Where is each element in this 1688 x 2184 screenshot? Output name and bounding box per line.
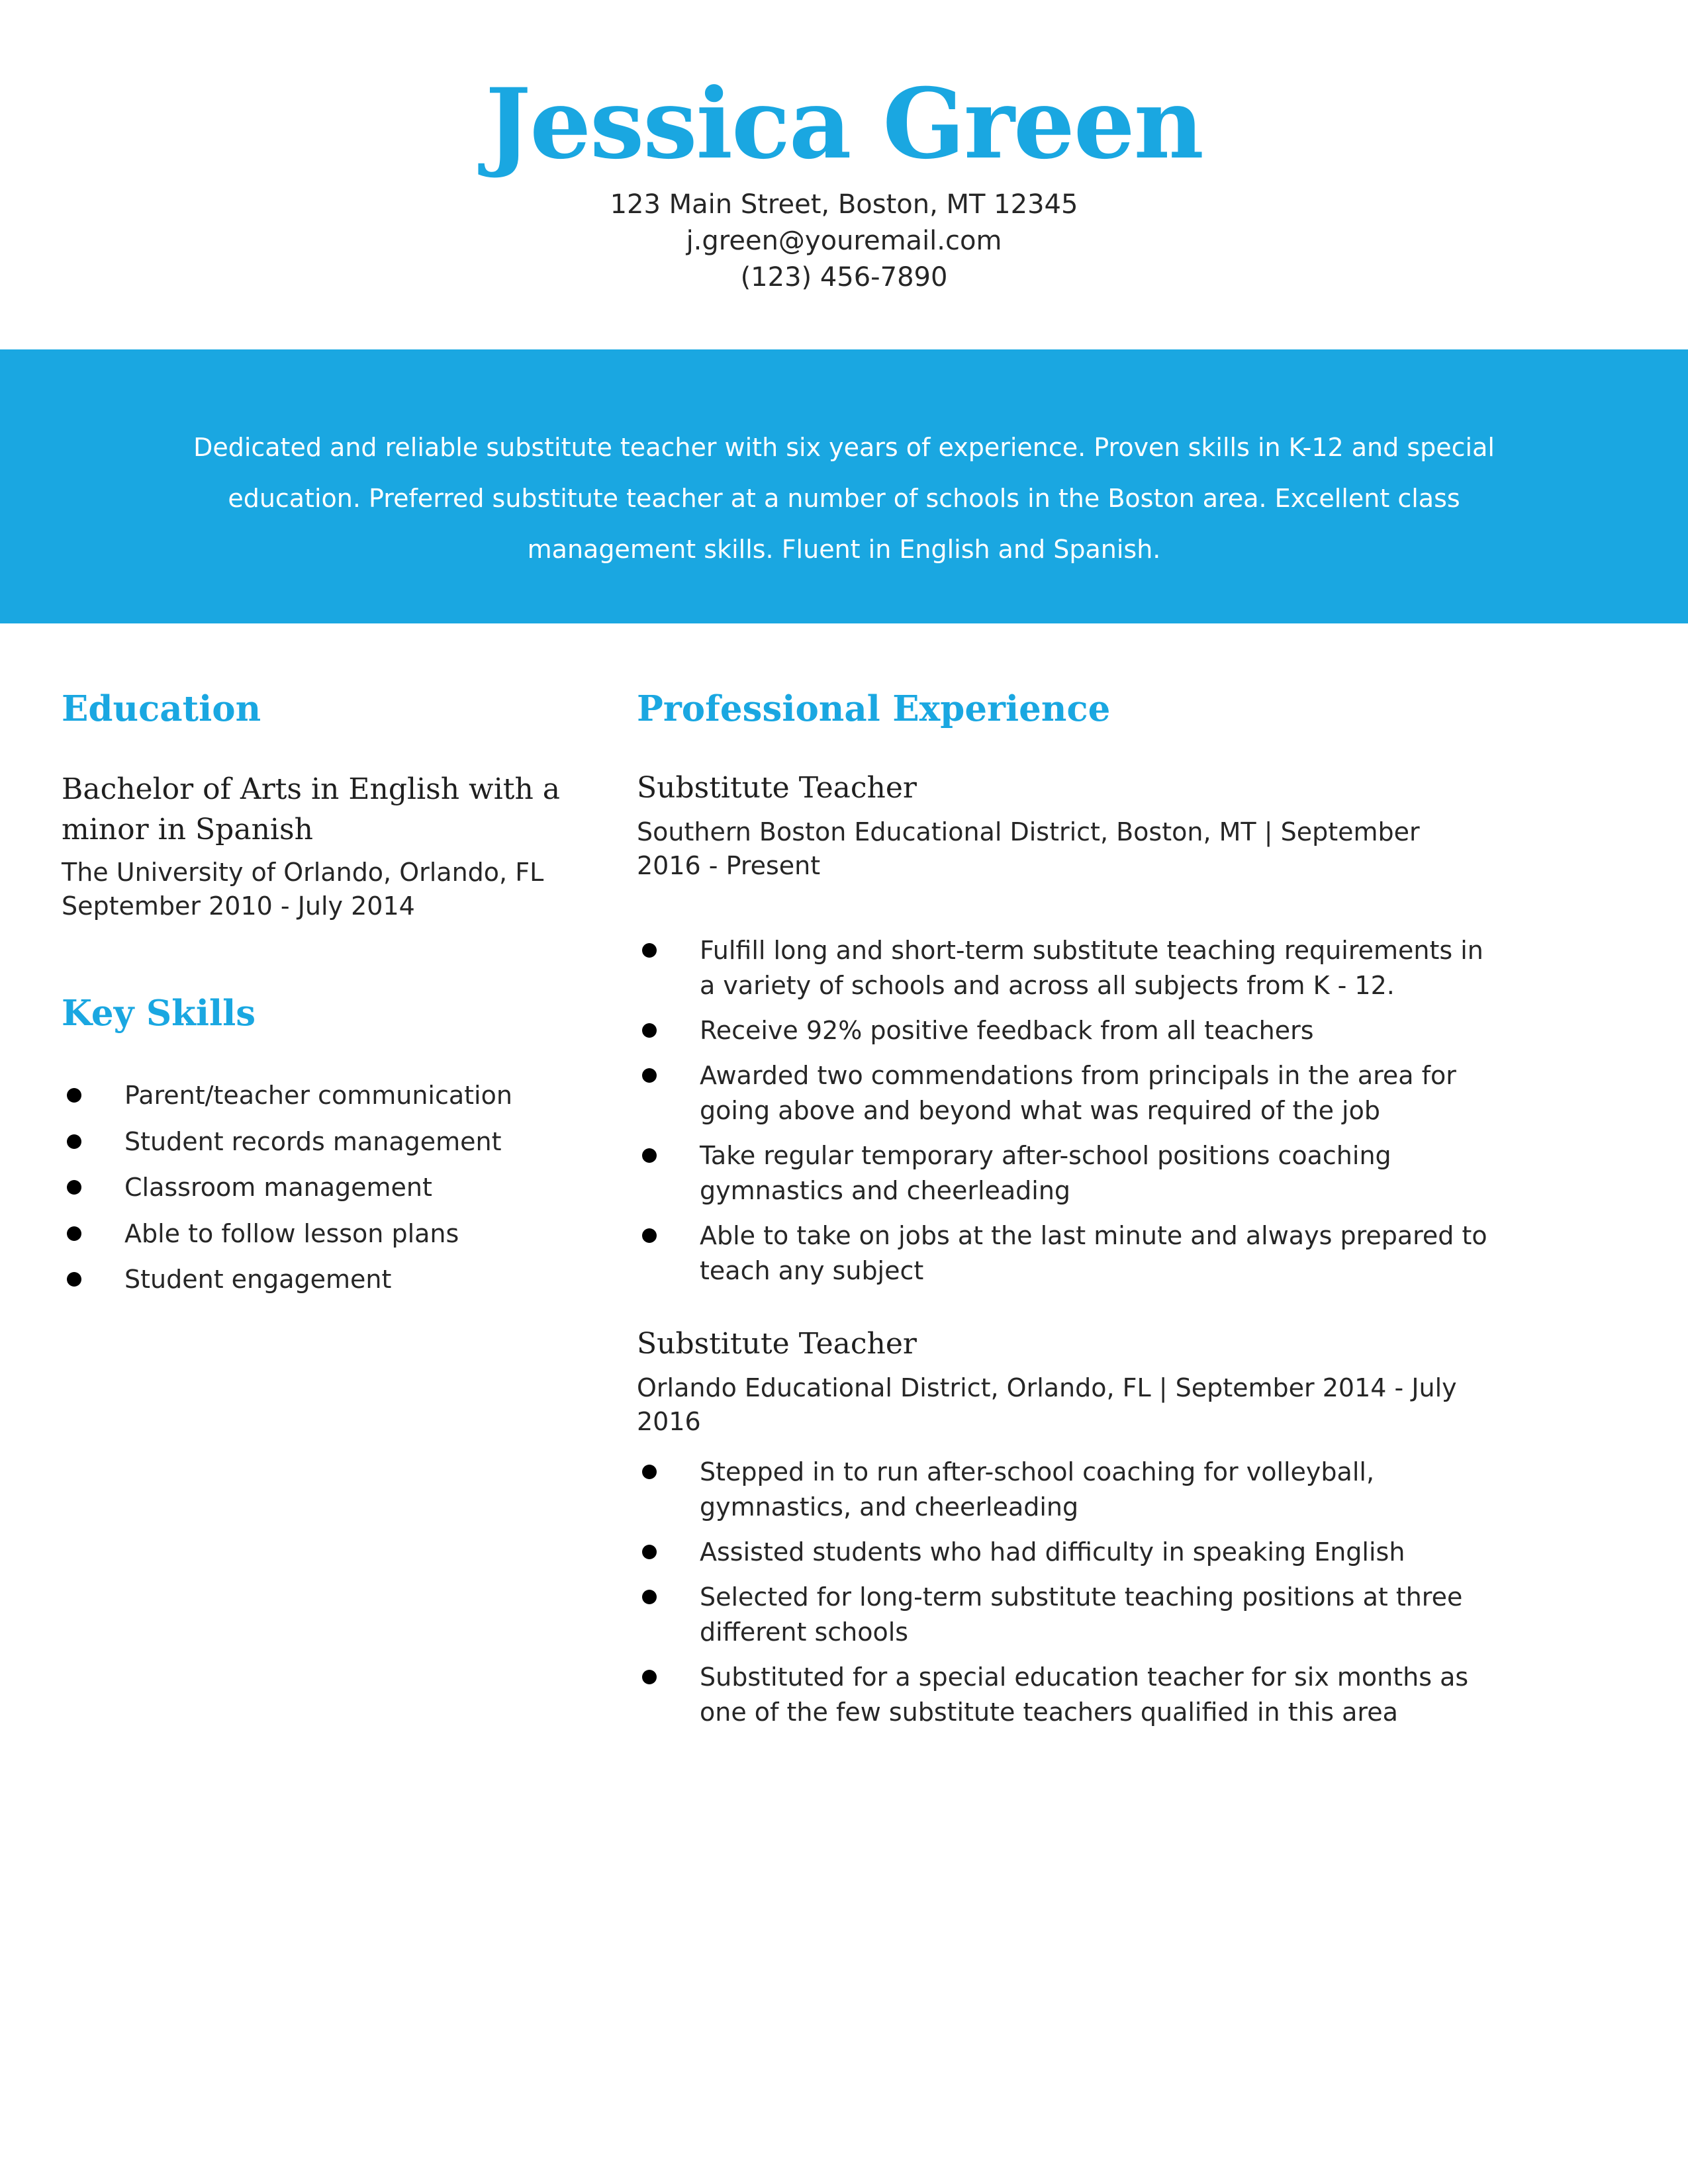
list-item <box>637 933 1491 1003</box>
email: j.green@youremail.com <box>686 226 1002 256</box>
bullet-text: Awarded two commendations from principals in the area for going above and beyond what was required of the job <box>700 1061 1456 1125</box>
bullet-icon <box>642 1148 657 1163</box>
bullet-icon <box>67 1272 81 1287</box>
contact-block <box>0 187 1688 296</box>
job-title: Substitute Teacher <box>637 771 917 805</box>
job-title: Substitute Teacher <box>637 1327 917 1361</box>
bullet-icon <box>642 1670 657 1684</box>
summary-band <box>0 349 1688 623</box>
education-dates: September 2010 - July 2014 <box>62 891 415 921</box>
list-item <box>637 1455 1491 1525</box>
list-item <box>62 1171 565 1217</box>
bullet-text: Substituted for a special education teacher for six months as one of the few substitute teachers qualified in this area <box>700 1662 1469 1727</box>
skill-label: Classroom management <box>124 1173 432 1202</box>
bullet-text: Selected for long-term substitute teaching positions at three different schools <box>700 1582 1463 1647</box>
skills-list <box>62 1079 565 1309</box>
education-heading: Education <box>62 688 261 729</box>
bullet-text: Able to take on jobs at the last minute and always prepared to teach any subject <box>700 1221 1487 1285</box>
bullet-icon <box>642 1590 657 1604</box>
bullet-icon <box>67 1134 81 1149</box>
list-item <box>637 1013 1491 1048</box>
bullet-icon <box>642 943 657 958</box>
experience-heading: Professional Experience <box>637 688 1111 729</box>
bullet-icon <box>67 1226 81 1241</box>
skill-label: Student engagement <box>124 1265 392 1294</box>
summary-text: Dedicated and reliable substitute teacher with six years of experience. Proven skills in K-12 and special education. Preferred substitute teacher at a number of schools in the Boston area. Excellent class management skills. Fluent in English and Spanish. <box>193 433 1495 564</box>
bullet-icon <box>642 1228 657 1243</box>
bullet-icon <box>642 1023 657 1038</box>
list-item <box>637 1660 1491 1730</box>
education-degree: Bachelor of Arts in English with a minor in Spanish <box>62 772 561 846</box>
list-item <box>637 1580 1491 1650</box>
list-item <box>637 1138 1491 1208</box>
bullet-text: Assisted students who had difficulty in speaking English <box>700 1537 1405 1567</box>
phone: (123) 456-7890 <box>740 262 948 293</box>
bullet-icon <box>642 1465 657 1479</box>
job-meta: Southern Boston Educational District, Boston, MT | September 2016 - Present <box>637 817 1420 880</box>
skill-label: Able to follow lesson plans <box>124 1218 459 1248</box>
list-item <box>637 1535 1491 1570</box>
skills-heading: Key Skills <box>62 993 256 1034</box>
education-meta <box>62 856 565 923</box>
bullet-icon <box>67 1180 81 1195</box>
job-bullets <box>637 933 1491 1298</box>
education-school: The University of Orlando, Orlando, FL <box>62 858 544 887</box>
bullet-icon <box>67 1088 81 1103</box>
bullet-text: Receive 92% positive feedback from all teachers <box>700 1016 1314 1045</box>
skill-label: Student records management <box>124 1126 502 1156</box>
job-bullets <box>637 1455 1491 1740</box>
bullet-text: Stepped in to run after-school coaching for volleyball, gymnastics, and cheerleading <box>700 1457 1375 1522</box>
bullet-text: Fulfill long and short-term substitute teaching requirements in a variety of schools and across all subjects from K - 12. <box>700 936 1483 1000</box>
list-item <box>637 1058 1491 1128</box>
candidate-name: Jessica Green <box>485 68 1203 181</box>
bullet-icon <box>642 1545 657 1559</box>
skill-label: Parent/teacher communication <box>124 1081 512 1110</box>
bullet-icon <box>642 1068 657 1083</box>
address: 123 Main Street, Boston, MT 12345 <box>610 189 1078 220</box>
list-item <box>637 1218 1491 1289</box>
bullet-text: Take regular temporary after-school positions coaching gymnastics and cheerleading <box>700 1141 1391 1205</box>
list-item <box>62 1079 565 1125</box>
list-item <box>62 1263 565 1309</box>
job-meta: Orlando Educational District, Orlando, FL | September 2014 - July 2016 <box>637 1373 1457 1436</box>
list-item <box>62 1125 565 1171</box>
list-item <box>62 1217 565 1263</box>
